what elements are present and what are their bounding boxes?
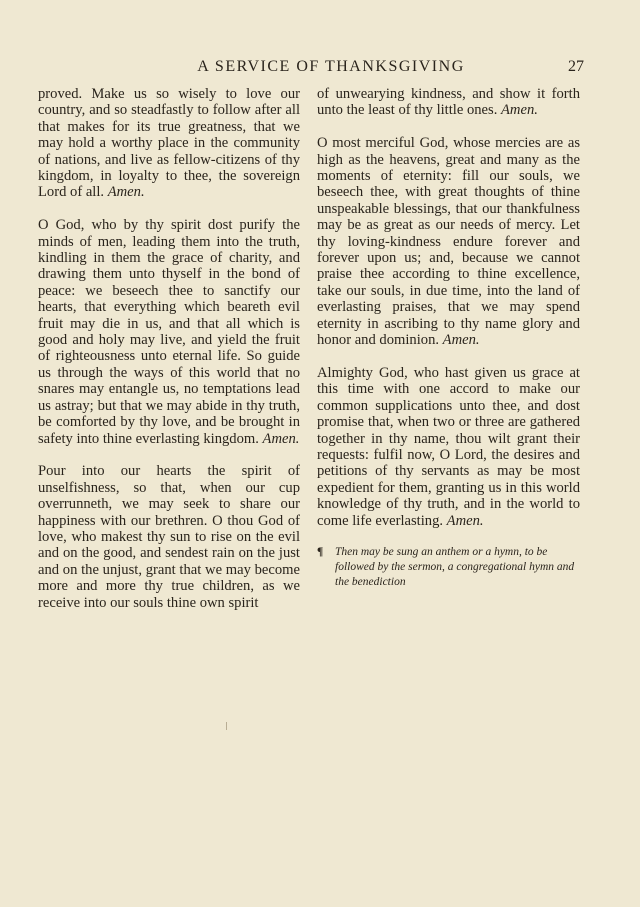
- prayer-paragraph: [317, 86, 580, 119]
- page-number: 27: [568, 58, 584, 75]
- prayer-paragraph: [38, 217, 300, 447]
- amen: Amen.: [501, 102, 538, 119]
- rubric-instruction: [317, 545, 580, 590]
- paper-blemish: [226, 722, 227, 730]
- amen: Amen.: [262, 430, 300, 447]
- prayer-paragraph: [38, 463, 300, 611]
- rubric-text: Then may be sung an anthem or a hymn, to be followed by the sermon, a congregational hymn and the benediction: [335, 545, 575, 588]
- amen: Amen.: [107, 184, 145, 201]
- pilcrow-icon: ¶: [317, 545, 324, 558]
- amen: Amen.: [442, 332, 480, 349]
- prayer-text: Pour into our hearts the spirit of unselfishness, so that, when our cup overrunneth, we may seek to share our happiness with our brethren. O thou God of love, who makest thy sun to rise on the evil and on the good, and sendest rain on the just and on the unjust, grant that we may become more and more thy true children, as we receive into our souls thine own spirit: [38, 463, 300, 611]
- right-column: [317, 86, 580, 590]
- page-title: A SERVICE OF THANKSGIVING: [197, 58, 465, 75]
- prayer-paragraph: [317, 135, 580, 348]
- prayer-text: proved. Make us so wisely to love our country, and so steadfastly to follow after all that makes for its true greatness, that we may hold a worthy place in the community of nations, and live as fellow-citizens of thy kingdom, in loyalty to thee, the sovereign Lord of all.: [38, 86, 300, 201]
- prayer-text: O most merciful God, whose mercies are as high as the heavens, great and many as the moments of eternity: fill our souls, we beseech thee, with great thoughts of thine unspeakable blessings, that our thankfulness may be as great as our needs of mercy. Let thy loving-kindness endure forever and forever upon us; and, because we cannot praise thee according to thine excellence, take our souls, in due time, into the land of everlasting praises, that we may spend eternity in ascribing to thy name glory and honor and dominion.: [317, 135, 580, 349]
- left-column: [38, 86, 300, 611]
- prayer-paragraph: [38, 86, 300, 201]
- prayer-text: of unwearying kindness, and show it forth unto the least of thy little ones.: [317, 86, 580, 119]
- prayer-paragraph: [317, 365, 580, 529]
- prayer-text: O God, who by thy spirit dost purify the minds of men, leading them into the truth, kindling in them the grace of charity, and drawing them unto thyself in the bond of peace: we beseech thee to sanctify our hearts, that everything which beareth evil fruit may die in us, and that all which is good and holy may live, and yield the fruit of righteousness unto eternal life. So guide us through the ways of this world that no snares may entangle us, no temptations lead us astray; but that we may abide in thy truth, be comforted by thy love, and be brought in safety into thine everlasting kingdom.: [38, 217, 300, 447]
- prayer-text: Almighty God, who hast given us grace at this time with one accord to make our common supplications unto thee, and dost promise that, when two or three are gathered together in thy name, thou wilt grant their requests: fulfil now, O Lord, the desires and petitions of thy servants as may be most expedient for them, granting us in this world knowledge of thy truth, and in the world to come life everlasting.: [317, 364, 580, 529]
- running-header: [38, 58, 584, 78]
- amen: Amen.: [446, 512, 484, 529]
